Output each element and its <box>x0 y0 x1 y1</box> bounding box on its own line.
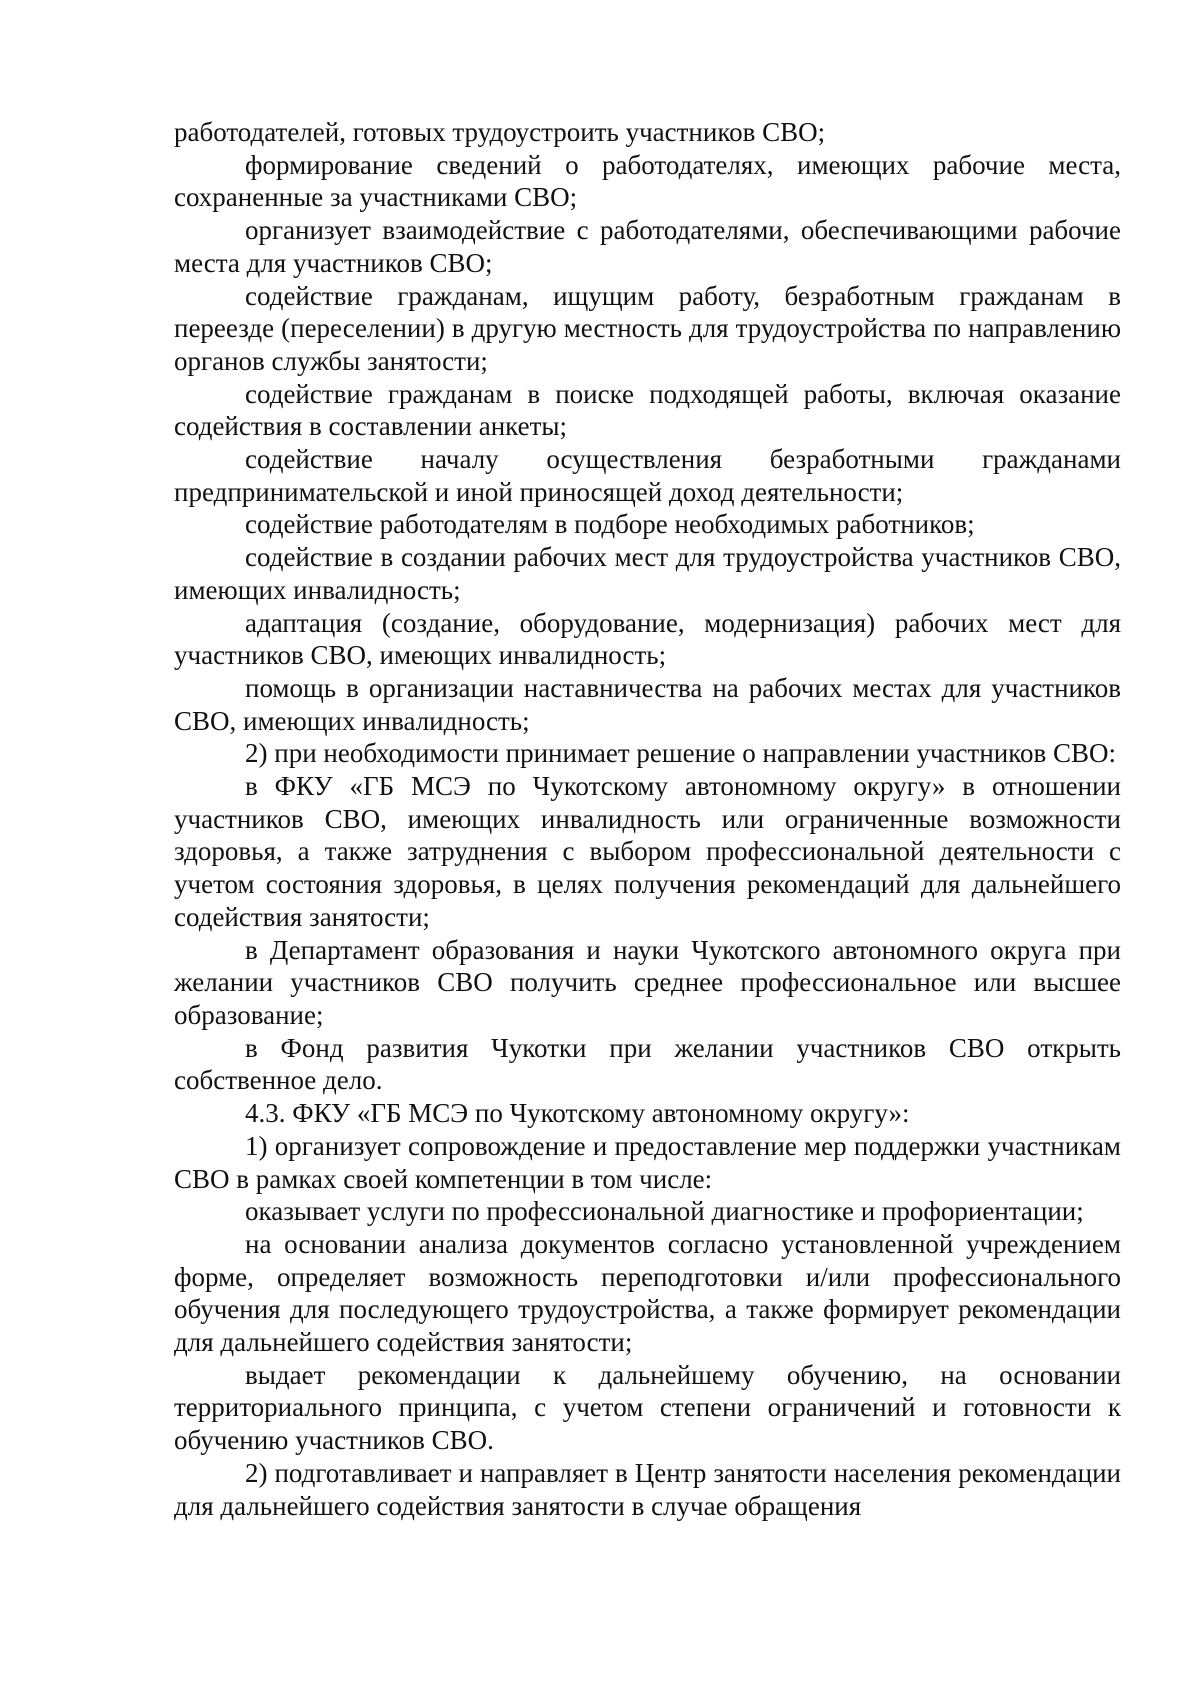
paragraph-4: содействие гражданам, ищущим работу, безработным гражданам в переезде (переселении) в другую местность для трудоустройства по направлению органов службы занятости; <box>174 280 1121 376</box>
paragraph-18: на основании анализа документов согласно установленной учреждением форме, определяет возможность переподготовки и/или профессионального обучения для последующего трудоустройства, а также формирует рекомендации для дальнейшего содействия занятости; <box>174 1228 1121 1358</box>
paragraph-2: формирование сведений о работодателях, имеющих рабочие места, сохраненные за участниками СВО; <box>174 149 1121 213</box>
paragraph-15: 4.3. ФКУ «ГБ МСЭ по Чукотскому автономному округу»: <box>245 1098 910 1129</box>
paragraph-14: в Фонд развития Чукотки при желании участников СВО открыть собственное дело. <box>174 1032 1121 1096</box>
paragraph-1: работодателей, готовых трудоустроить участников СВО; <box>174 117 826 147</box>
paragraph-10: помощь в организации наставничества на рабочих местах для участников СВО, имеющих инвалидность; <box>174 672 1121 736</box>
paragraph-7: содействие работодателям в подборе необходимых работников; <box>245 509 975 540</box>
paragraph-8: содействие в создании рабочих мест для трудоустройства участников СВО, имеющих инвалидность; <box>174 542 1121 605</box>
document-page <box>174 116 1121 1522</box>
paragraph-9: адаптация (создание, оборудование, модернизация) рабочих мест для участников СВО, имеющих инвалидность; <box>174 607 1121 671</box>
paragraph-17: оказывает услуги по профессиональной диагностике и профориентации; <box>245 1196 1084 1227</box>
paragraph-5: содействие гражданам в поиске подходящей работы, включая оказание содействия в составлении анкеты; <box>174 378 1121 442</box>
paragraph-11: 2) при необходимости принимает решение о направлении участников СВО: <box>245 738 1116 769</box>
paragraph-19: выдает рекомендации к дальнейшему обучению, на основании территориального принципа, с учетом степени ограничений и готовности к обучению участников СВО. <box>174 1359 1121 1456</box>
paragraph-20: 2) подготавливает и направляет в Центр занятости населения рекомендации для дальнейшего содействия занятости в случае обращения <box>174 1457 1121 1521</box>
paragraph-12: в ФКУ «ГБ МСЭ по Чукотскому автономному округу» в отношении участников СВО, имеющих инвалидность или ограниченные возможности здоровья, а также затруднения с выбором профессиональной деятельности с учетом состояния здоровья, в целях получения рекомендаций для дальнейшего содействия занятости; <box>174 771 1121 932</box>
paragraph-13: в Департамент образования и науки Чукотского автономного округа при желании участников СВО получить среднее профессиональное или высшее образование; <box>174 934 1121 1030</box>
paragraph-6: содействие началу осуществления безработными гражданами предпринимательской и иной приносящей доход деятельности; <box>174 444 1121 507</box>
paragraph-16: 1) организует сопровождение и предоставление мер поддержки участникам СВО в рамках своей компетенции в том числе: <box>174 1130 1121 1194</box>
paragraph-3: организует взаимодействие с работодателями, обеспечивающими рабочие места для участников СВО; <box>174 215 1121 278</box>
